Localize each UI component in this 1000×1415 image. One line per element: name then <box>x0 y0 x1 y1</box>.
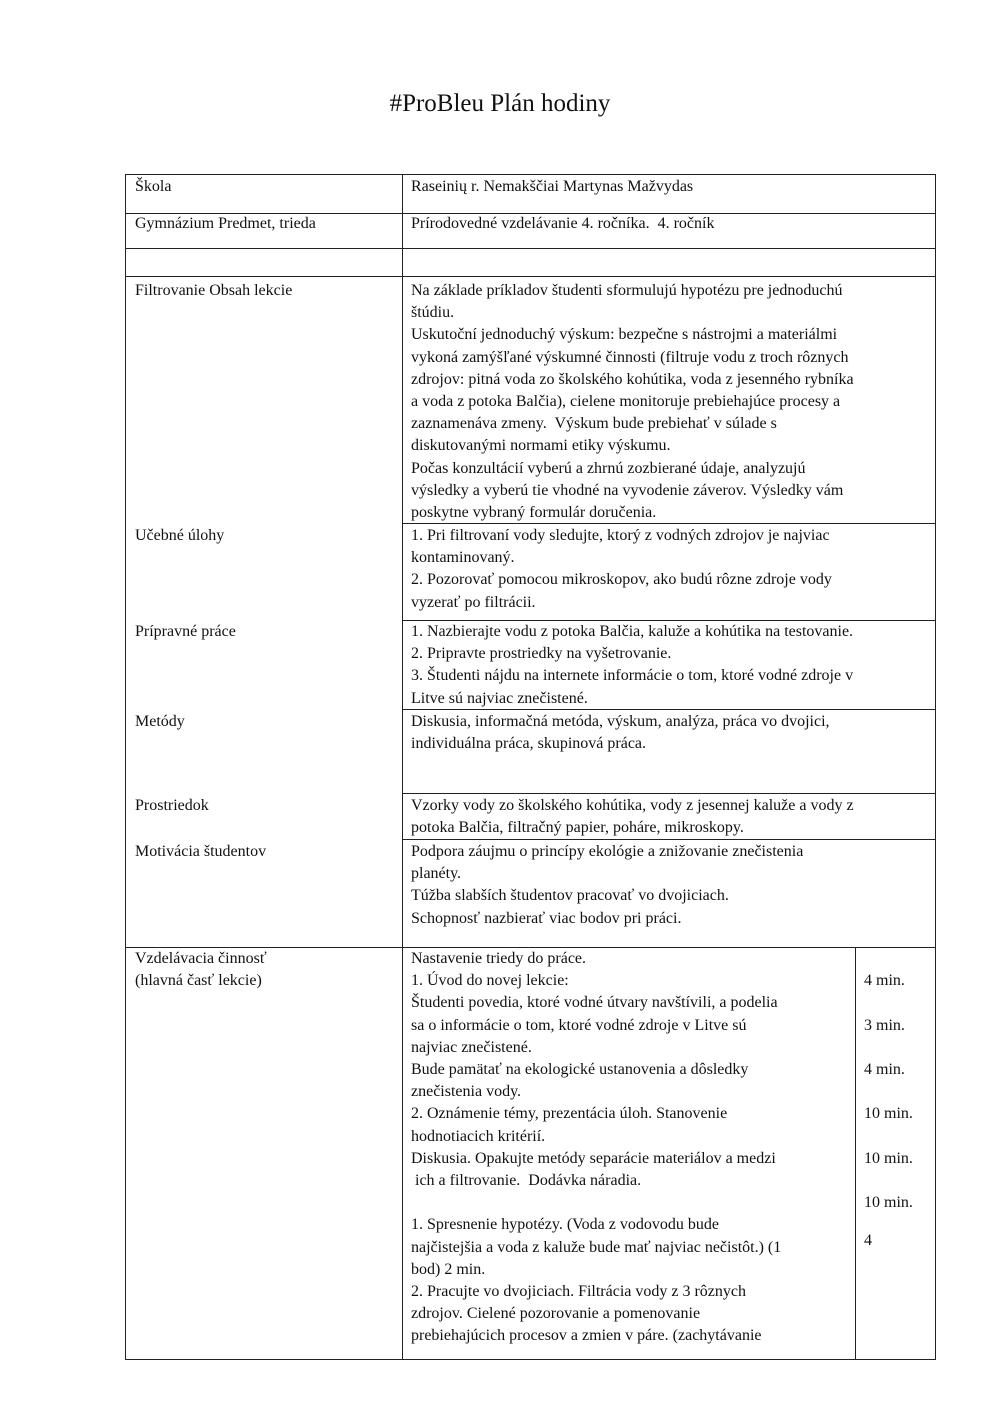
activity-time: 3 min. <box>864 1016 905 1034</box>
subject-label: Gymnázium Predmet, trieda <box>135 215 316 232</box>
lesson-plan-table <box>125 174 936 1360</box>
activity-time: 4 <box>864 1232 872 1249</box>
preparation-line: 3. Študenti nájdu na internete informácie o tom, ktoré vodné zdroje v <box>411 667 854 685</box>
tasks-line: 1. Pri filtrovaní vody sledujte, ktorý z vodných zdrojov je najviac <box>411 527 830 544</box>
content-label: Filtrovanie Obsah lekcie <box>135 282 293 299</box>
activity-line: najčistejšia a voda z kaluže bude mať najviac nečistôt.) (1 <box>411 1238 782 1256</box>
preparation-line: 1. Nazbierajte vodu z potoka Balčia, kaluže a kohútika na testovanie. <box>411 623 854 640</box>
row-divider <box>402 793 935 794</box>
tasks-line: vyzerať po filtrácii. <box>411 593 536 611</box>
methods-line: Diskusia, informačná metóda, výskum, analýza, práca vo dvojici, <box>411 713 830 730</box>
activity-line: najviac znečistené. <box>411 1038 532 1056</box>
activity-time: 4 min. <box>864 972 905 990</box>
motivation-line: Túžba slabších študentov pracovať vo dvojiciach. <box>411 887 729 905</box>
activity-line: 1. Spresnenie hypotézy. (Voda z vodovodu bude <box>411 1216 719 1234</box>
means-line: potoka Balčia, filtračný papier, poháre, mikroskopy. <box>411 819 744 837</box>
means-line: Vzorky vody zo školského kohútika, vody z jesennej kaluže a vody z <box>411 797 854 814</box>
content-line: Na základe príkladov študenti sformulujú hypotézu pre jednoduchú <box>411 282 843 299</box>
school-label: Škola <box>135 178 172 195</box>
preparation-line: Litve sú najviac znečistené. <box>411 689 588 707</box>
content-line: a voda z potoka Balčia), cielene monitoruje prebiehajúce procesy a <box>411 393 841 410</box>
content-line: zaznamenáva zmeny. Výskum bude prebiehať v súlade s <box>411 415 777 433</box>
activity-line: Diskusia. Opakujte metódy separácie materiálov a medzi <box>411 1149 776 1167</box>
methods-label: Metódy <box>135 713 185 730</box>
content-line: zdrojov: pitná voda zo školského kohútika, voda z jesenného rybníka <box>411 370 854 388</box>
row-divider <box>126 276 935 277</box>
activity-time: 10 min. <box>864 1105 913 1123</box>
activity-line: 1. Úvod do novej lekcie: <box>411 972 569 990</box>
activity-line: hodnotiacich kritérií. <box>411 1127 546 1145</box>
content-line: štúdiu. <box>411 304 455 322</box>
motivation-line: Podpora záujmu o princípy ekológie a znižovanie znečistenia <box>411 843 804 860</box>
activity-time: 10 min. <box>864 1194 913 1212</box>
content-line: Uskutoční jednoduchý výskum: bezpečne s nástrojmi a materiálmi <box>411 326 838 344</box>
activity-line: Študenti povedia, ktoré vodné útvary navštívili, a podelia <box>411 994 778 1012</box>
content-line: diskutovanými normami etiky výskumu. <box>411 437 671 455</box>
activity-line: ich a filtrovanie. Dodávka náradia. <box>411 1172 642 1189</box>
content-line: výsledky a vyberú tie vhodné na vyvodenie záverov. Výsledky vám <box>411 481 844 499</box>
content-line: vykoná zamýšľané výskumné činnosti (filtruje vodu z troch rôznych <box>411 348 849 366</box>
column-divider <box>402 175 403 1359</box>
preparation-label: Prípravné práce <box>135 623 236 640</box>
activity-line: Nastavenie triedy do práce. <box>411 950 587 967</box>
preparation-line: 2. Pripravte prostriedky na vyšetrovanie. <box>411 645 672 663</box>
means-label: Prostriedok <box>135 797 209 814</box>
subject-value: Prírodovedné vzdelávanie 4. ročníka. 4. ročník <box>411 215 715 232</box>
motivation-line: Schopnosť nazbierať viac bodov pri práci. <box>411 909 682 927</box>
tasks-line: kontaminovaný. <box>411 549 515 567</box>
content-line: poskytne vybraný formulár doručenia. <box>411 504 657 521</box>
methods-line: individuálna práca, skupinová práca. <box>411 735 647 753</box>
activity-line: 2. Oznámenie témy, prezentácia úloh. Stanovenie <box>411 1105 728 1123</box>
activity-time: 4 min. <box>864 1061 905 1078</box>
content-line: Počas konzultácií vyberú a zhrnú zozbierané údaje, analyzujú <box>411 459 806 477</box>
tasks-label: Učebné úlohy <box>135 527 225 544</box>
page-title: #ProBleu Plán hodiny <box>389 90 611 117</box>
activity-line: zdrojov. Cielené pozorovanie a pomenovanie <box>411 1305 701 1323</box>
time-column-divider <box>855 947 856 1359</box>
activity-line: bod) 2 min. <box>411 1260 486 1278</box>
activity-label: (hlavná časť lekcie) <box>135 972 262 990</box>
motivation-label: Motivácia študentov <box>135 843 267 860</box>
tasks-line: 2. Pozorovať pomocou mikroskopov, ako budú rôzne zdroje vody <box>411 571 832 589</box>
activity-line: 2. Pracujte vo dvojiciach. Filtrácia vody z 3 rôznych <box>411 1283 747 1300</box>
activity-label: Vzdelávacia činnosť <box>135 950 267 967</box>
activity-time: 10 min. <box>864 1149 913 1167</box>
activity-line: sa o informácie o tom, ktoré vodné zdroje v Litve sú <box>411 1016 747 1034</box>
activity-line: Bude pamätať na ekologické ustanovenia a dôsledky <box>411 1061 749 1078</box>
motivation-line: planéty. <box>411 865 462 883</box>
row-divider <box>126 248 935 249</box>
school-value: Raseinių r. Nemakščiai Martynas Mažvydas <box>411 178 694 195</box>
activity-line: prebiehajúcich procesov a zmien v páre. (zachytávanie <box>411 1327 762 1345</box>
activity-line: znečistenia vody. <box>411 1083 522 1101</box>
